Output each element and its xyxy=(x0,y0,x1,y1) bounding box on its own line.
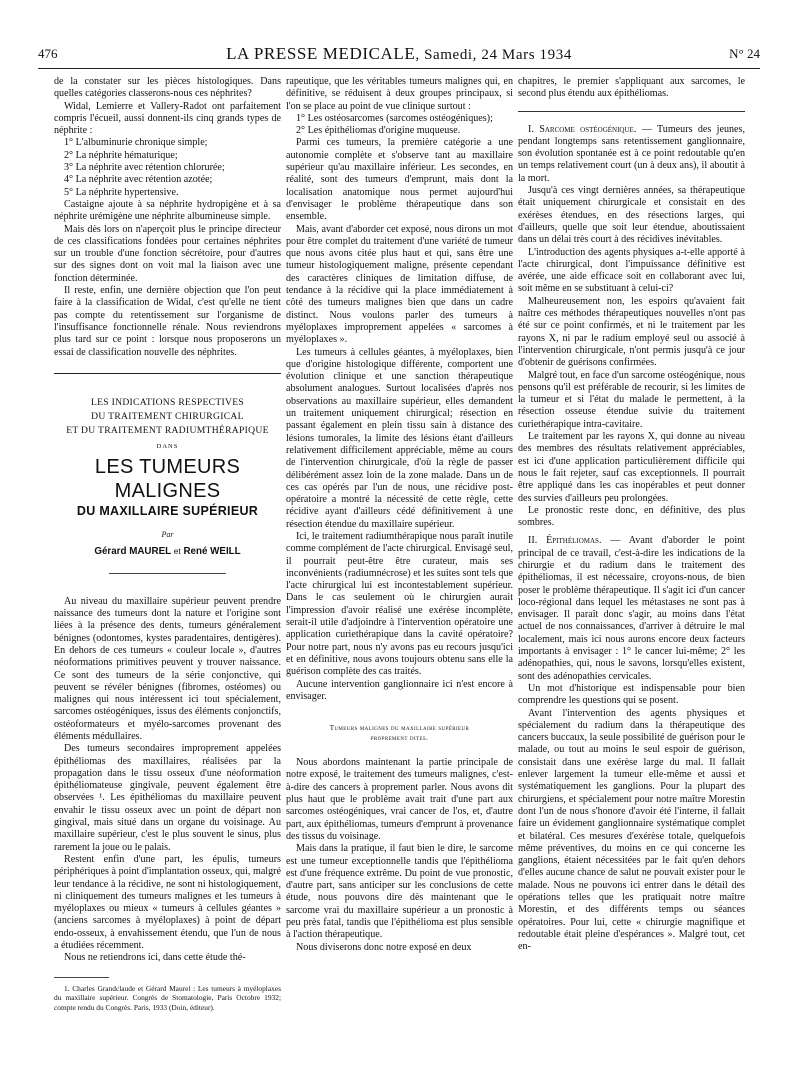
paragraph: Castaigne ajoute à sa néphrite hydropigène et à sa néphrite urémigène une néphrite albumineuse simple. xyxy=(54,198,281,223)
paragraph: Il reste, enfin, une dernière objection que l'on peut faire à la classification de Widal, c'est qu'elle ne tient pas compte du retentissement sur l'organisme de l'insuffisance fonctionnelle rénale. Nous reviendrons plus tard sur ce point : lorsque nous proposerons un essai de classification nouvelle des néphrites. xyxy=(54,285,281,358)
article-intro xyxy=(54,396,281,438)
column-2 xyxy=(286,76,513,954)
paragraph: Parmi ces tumeurs, la première catégorie a une autonomie complète et s'observe tant au maxillaire supérieur qu'au maxillaire inférieur. Les secondes, en réalité, sont des tumeurs d'emprunt, mais dont la localisation anatomique nous permet aujourd'hui d'envisager le problème thérapeutique dans son ensemble. xyxy=(286,137,513,223)
paragraph: Mais dès lors on n'aperçoit plus le principe directeur de ces classifications fondées pour certaines néphrites sur un trouble d'une fonction sécrétoire, pour d'autres sur des signes dont on voit mal la liaison avec une fonction déterminée. xyxy=(54,223,281,284)
intro-line: LES INDICATIONS RESPECTIVES xyxy=(90,396,245,408)
journal-line: LA PRESSE MEDICALE, Samedi, 24 Mars 1934 xyxy=(226,44,572,63)
page-number: 476 xyxy=(38,46,58,61)
paragraph: Aucune intervention ganglionnaire ici n'est encore à envisager. xyxy=(286,678,513,702)
section-divider xyxy=(54,373,281,374)
list-item: 4° La néphrite avec rétention azotée; xyxy=(64,174,213,186)
paragraph: Restent enfin d'une part, les épulis, tumeurs périphériques à point d'implantation osseux, qui, malgré leur tendance à la récidive, ne sont ni histologiquement, ni cliniquement des tumeurs malignes et les tumeurs à myéloplaxes ou mieux « tumeurs à cellules géantes » (anciens sarcomes à myéloplaxes) à point de départ endo-osseux, à envahissement étendu, que l'un de nous a étudiées récemment. xyxy=(54,853,281,952)
journal-title: LA PRESSE MEDICALE xyxy=(226,44,416,63)
paragraph: Avant l'intervention des agents physiques et spécialement du radium dans la thérapeutique des cancers buccaux, la seule possibilité de guérison pour le malade, ou tout au moins le seul espoir de guérison, consistait dans une exérèse large du mal. Il fallait enlever largement la tumeur elle-même et aussi et systématiquement les ganglions. Pour la plupart des chirurgiens, et spécialement pour notre maître Morestin dont l'un de nous s'honore d'avoir été l'interne, il fallait faire un évidement ganglionnaire systématique complet et bilatéral. Ces mesures d'exérèse totale, quelquefois même préventives, du moins en ce qui concerne les ganglions, étaient nécessitées par le fait qu'en dehors d'elles aucune chance de salut ne pouvait exister pour le malade. Nous ne pouvons ici entrer dans le détail des opérations telles que les pratiquait notre maître Morestin, et des différents temps ou séances opératoires. Pour lui, cette « chirurgie magnifique et redoutable était pleine d'espérances ». Malgré tout, cet en- xyxy=(518,707,745,953)
author: Gérard MAUREL xyxy=(94,546,171,558)
issue-date: Samedi, 24 Mars 1934 xyxy=(424,47,572,63)
paragraph: Nous ne retiendrons ici, dans cette étude thé- xyxy=(64,952,246,964)
article-heading xyxy=(54,396,281,559)
list-item: 1° Les ostéosarcomes (sarcomes ostéogéniques); xyxy=(296,112,493,124)
section-label: I. Sarcome ostéogénique. xyxy=(528,123,637,135)
dans-label: DANS xyxy=(156,442,179,450)
list-item: 1° L'albuminurie chronique simple; xyxy=(64,137,208,149)
issue-number: N° 24 xyxy=(729,46,760,61)
article-subtitle: DU MAXILLAIRE SUPÉRIEUR xyxy=(76,504,259,519)
paragraph: Le pronostic reste donc, en définitive, des plus sombres. xyxy=(518,504,745,529)
paragraph: L'introduction des agents physiques a-t-elle apporté à l'acte chirurgical, dont l'impuissance définitive est avérée, une aide efficace soit en collaborant avec lui, soit même en se substituant à celui-ci? xyxy=(518,246,745,295)
intro-line: DU TRAITEMENT CHIRURGICAL xyxy=(91,410,244,422)
section-heading-line: Tumeurs malignes du maxillaire supérieur xyxy=(329,724,470,733)
paragraph: Les tumeurs à cellules géantes, à myéloplaxes, bien que d'origine histologique différente, comportent une évolution clinique et une sanction thérapeutique absolument analogues. Surtout localisées d'après nos observations au maxillaire supérieur, elles demandent un traitement uniquement chirurgical; résection en passant également en plein tissu sain à distance des lésions tumorales, la limite des lésions étant d'ailleurs relativement difficilement appréciable, même au cours de l'intervention chirurgicale, d'où la règle de passer délibérément assez loin de la zone malade. Dans un de ces cas opérés par l'un de nous, une récidive post-opératoire a montré la nécessité de cette règle, cette récidive ayant d'ailleurs cédé définitivement à une résection étendue du maxillaire supérieur. xyxy=(286,346,513,530)
section-heading-line: proprement dites. xyxy=(370,734,429,743)
paragraph: Widal, Lemierre et Vallery-Radot ont parfaitement compris l'écueil, aussi donnent-ils cinq grands types de néphrite : xyxy=(54,100,281,137)
footnote-rule xyxy=(54,977,109,978)
paragraph: Jusqu'à ces vingt dernières années, sa thérapeutique était uniquement chirurgicale et consistait en des exérèses étendues, en des résections larges, qui d'ailleurs, quelle que soit leur étendue, aboutissaient dans un délai très court à des récidives inévitables. xyxy=(518,185,745,246)
paragraph: Des tumeurs secondaires improprement appelées épithéliomas des maxillaires, réalisées par la propagation dans le tissu osseux d'une néoformation épithéliomateuse gingivale, peuvent également être observées ¹. Les épithéliomas du maxillaire peuvent envahir le tissu osseux avec un point de départ non gingival, mais situé dans un organe du voisinage. Au maxillaire supérieur, c'est le plus souvent le sinus, plus rarement la joue ou le palais. xyxy=(54,743,281,853)
article-title: LES TUMEURS MALIGNES xyxy=(94,456,241,503)
paragraph: chapitres, le premier s'appliquant aux sarcomes, le second plus étendu aux épithéliomas. xyxy=(518,76,745,100)
paragraph: Un mot d'historique est indispensable pour bien comprendre les questions qui se posent. xyxy=(518,682,745,707)
section-heading xyxy=(286,723,513,743)
author-conjunction: et xyxy=(173,546,181,557)
list-item: 2° Les épithéliomas d'origine muqueuse. xyxy=(296,125,461,137)
paragraph xyxy=(518,124,745,185)
paragraph: de la constater sur les pièces histologiques. Dans quelles catégories classerons-nous ces néphrites? xyxy=(54,76,281,100)
paragraph: Le traitement par les rayons X, qui donne au niveau des membres des résultats relativement appréciables, est ici d'une application particulièrement difficile qui nous le fait rejeter, sauf cas exceptionnels. Il pourrait être appliqué dans les cas inopérables et peut donner des survies d'ailleurs peu prolongées. xyxy=(518,431,745,504)
paragraph: Malgré tout, en face d'un sarcome ostéogénique, nous pensons qu'il est préférable de recourir, si les limites de la tumeur et si l'état du malade le permettent, à la résection osseuse étendue suivie du traitement curiethérapique intra-cavitaire. xyxy=(518,369,745,430)
intro-line: ET DU TRAITEMENT RADIUMTHÉRAPIQUE xyxy=(66,424,269,436)
paragraph: Ici, le traitement radiumthérapique nous paraît inutile comme complément de l'acte chirurgical. Envisagé seul, il pourrait peut-être être curateur, mais ses inconvénients (radiumnécrose) et les suites sont tels que l'acte chirurgical lui est incontestablement supérieur. Dans le cas seulement où le chirurgien aurait l'impression d'avoir réalisé une exérèse incomplète, serait-il utile d'adjoindre à l'intervention opératoire une application curiethérapique dans la cavité opératoire? Pour notre part, nous n'y avons pas eu recours jusqu'ici et en définitive, nous avons toujours obtenu sans elle la guérison complète des cas traités. xyxy=(286,530,513,678)
paragraph: Malheureusement non, les espoirs qu'avaient fait naître ces méthodes thérapeutiques nouvelles n'ont pas été sur ce point confirmés, et ni le traitement par les rayons X, ni par le radium employé seul ou associé à l'intervention chirurgicale, n'ont permis jusqu'à ce jour d'obtenir de guérisons confirmées. xyxy=(518,295,745,369)
list-item: 2° La néphrite hématurique; xyxy=(64,149,178,161)
paragraph-text: — Avant d'aborder le point principal de ce travail, c'est-à-dire les indications de la chirurgie et du radium dans le traitement des épithéliomas, il est nécessaire, croyons-nous, de bien poser le problème thérapeutique. Il s'agit ici d'un cancer loco-régional dans lequel les métastases ne sont pas à envisager. Il paraît donc s'agir, au moins dans l'état actuel de nos connaissances, d'arriver à détruire le mal localement, mais ici nous aurons encore deux facteurs importants à envisager : 1° le cancer lui-même; 2° les adénopathies, qui, nous le savons, lorsqu'elles existent, sont des adénopathies cervicales. xyxy=(518,535,745,682)
list-item: 5° La néphrite hypertensive. xyxy=(64,186,179,198)
paragraph: Nous abordons maintenant la partie principale de notre exposé, le traitement des tumeurs malignes, c'est-à-dire des cancers à proprement parler. Nous avons dit plus haut que le problème avait trait d'une part aux sarcomes ostéogéniques, vrai cancer de l'os, et, d'autre part, aux épithéliomas, tumeurs d'emprunt à provenance des tissus du voisinage. xyxy=(286,757,513,842)
running-header xyxy=(38,44,760,69)
section-divider xyxy=(518,111,745,112)
authors xyxy=(54,545,281,558)
par-label: Par xyxy=(161,530,174,540)
column-1 xyxy=(54,76,281,1012)
paragraph: Nous diviserons donc notre exposé en deux xyxy=(296,941,472,953)
paragraph: Mais, avant d'aborder cet exposé, nous dirons un mot pour être complet du traitement d'une variété de tumeur que nous avons citée plus haut et qui, sans être une tumeur histologiquement maligne, présente cependant des caractères cliniques de limitation diffuse, de tendance à la récidive qui la place immédiatement à côté des tumeurs malignes bien que dans un cadre distinct. Nous voulons parler des tumeurs à myéloplaxes improprement appelées « sarcomes à myéloplaxes ». xyxy=(286,223,513,346)
column-3 xyxy=(518,76,745,953)
paragraph xyxy=(518,535,745,683)
author: René WEILL xyxy=(183,546,241,558)
paragraph: Au niveau du maxillaire supérieur peuvent prendre naissance des tumeurs dont la nature et l'origine sont liées à la présence des dents, tumeurs généralement bénignes (odontomes, kystes paradentaires, dentigères). En dehors de ces tumeurs « couleur locale », d'autres néoformations primitives peuvent y trouver naissance. Ce sont des tumeurs de la série conjonctive, qui peuvent se révéler bénignes (fibromes, ostéomes) ou malignes qui nous intéressent ici tout spécialement, sarcomes ostéogéniques, issus des éléments conjonctifs, ostéoformateurs et myélo-sarcomes provenant des éléments médullaires. xyxy=(54,595,281,742)
paragraph-text: — Tumeurs des jeunes, pendant longtemps sans retentissement ganglionnaire, son évolution spontanée est à ce point redoutable qu'en un temps relativement court (un à deux ans), il aboutit à la mort. xyxy=(518,123,745,184)
title-rule xyxy=(109,573,226,574)
paragraph: Mais dans la pratique, il faut bien le dire, le sarcome est une tumeur exceptionnelle tandis que l'épithélioma est d'une fréquence extrême. Du point de vue pronostic, d'autre part, sans anticiper sur les conclusions de cette étude, nous pouvons dire dès maintenant que le sarcome vrai du maxillaire supérieur a un pronostic à peu près fatal, tandis que l'épithélioma est plus sensible à l'action thérapeutique. xyxy=(286,843,513,941)
footnote: 1. Charles Grandclaude et Gérard Maurel : Les tumeurs à myéloplaxes du maxillaire supérieur. Congrès de Stomatologie, Paris Octobre 1932; compte rendu du Congrès. Paris, 1933 (Doin, éditeur). xyxy=(54,983,281,1012)
list-item: 3° La néphrite avec rétention chlorurée; xyxy=(64,162,225,174)
section-label: II. Épithéliomas. xyxy=(528,535,602,547)
paragraph: rapeutique, que les véritables tumeurs malignes qui, en définitive, se réduisent à deux groupes principaux, si l'on se place au point de vue clinique surtout : xyxy=(286,76,513,112)
